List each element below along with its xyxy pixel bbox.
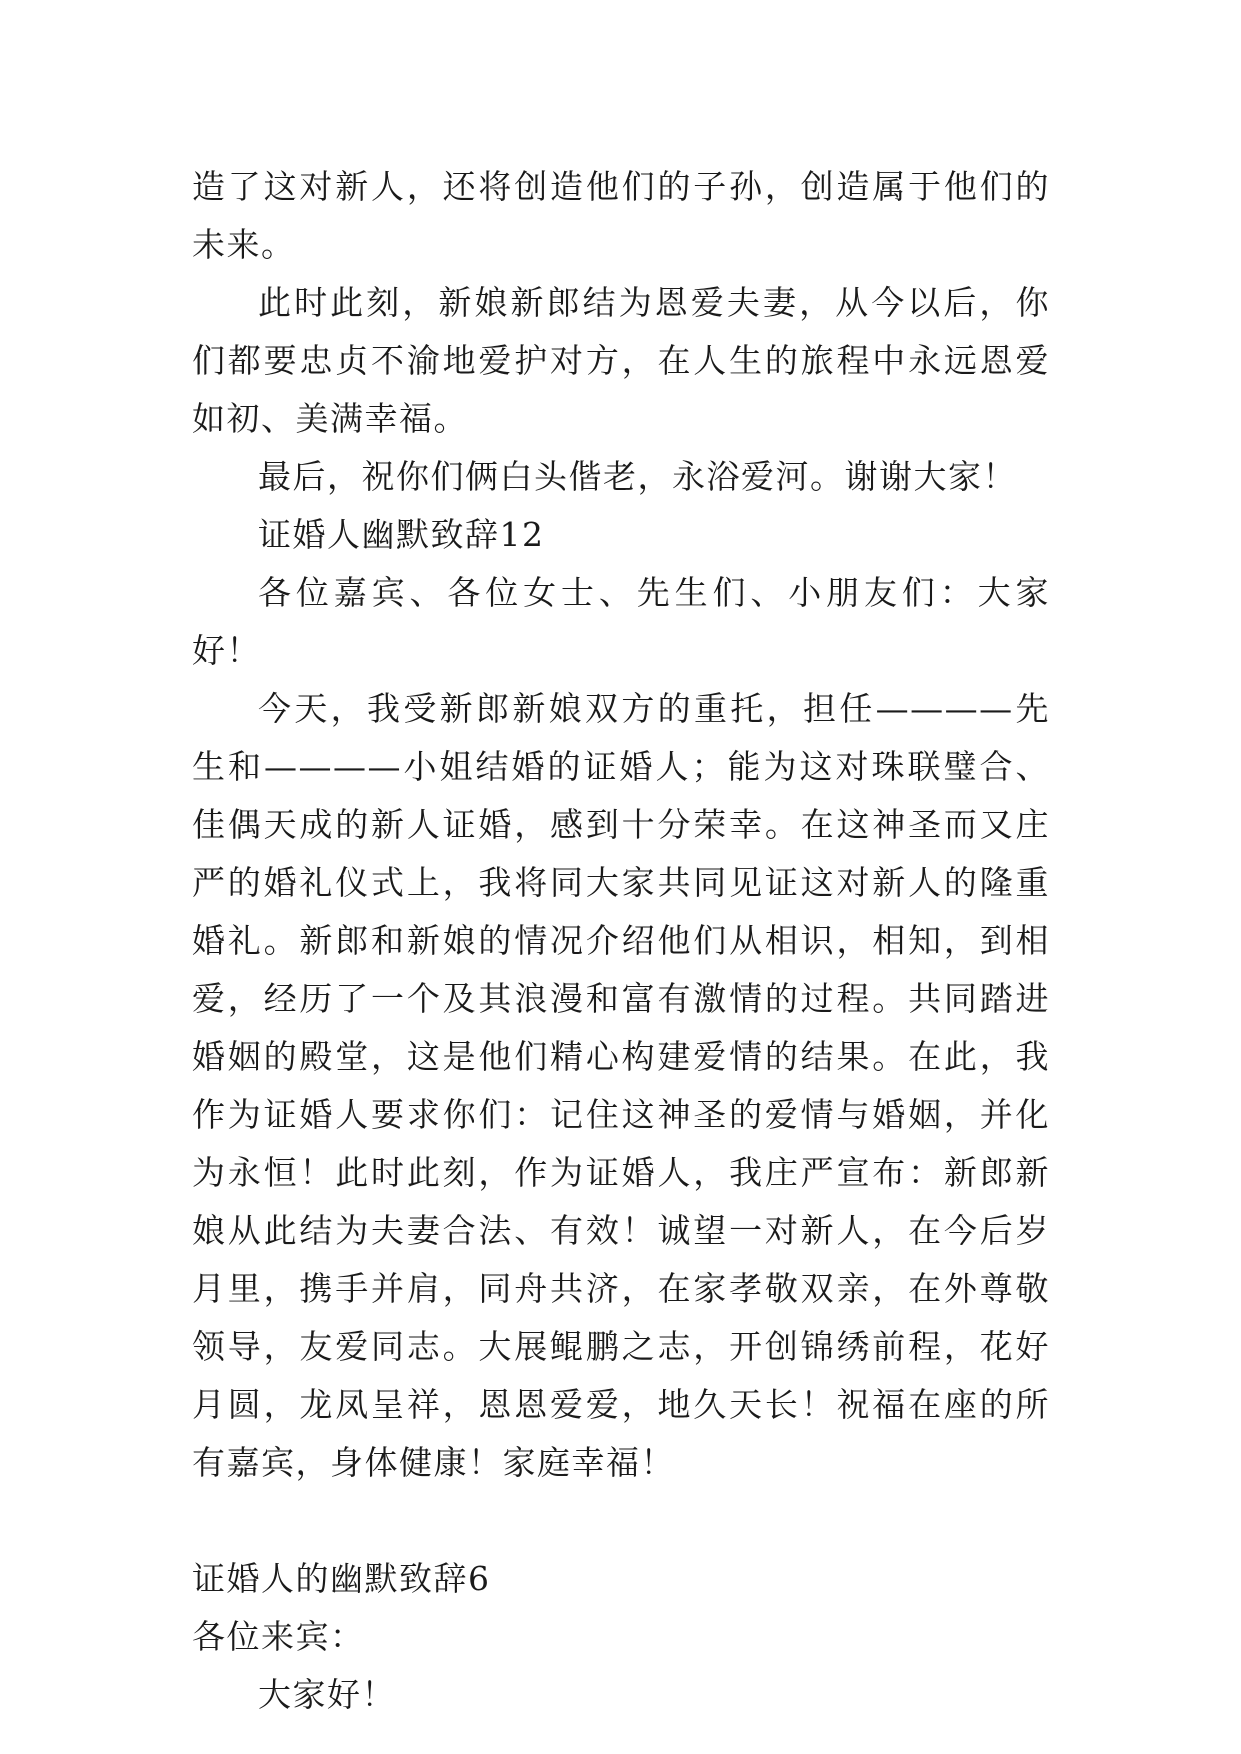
- section-heading-6: 证婚人的幽默致辞6: [192, 1559, 491, 1598]
- paragraph-vows: 此时此刻，新娘新郎结为恩爱夫妻，从今以后，你们都要忠贞不渝地爱护对方，在人生的旅程中永远恩爱如初、美满幸福。: [192, 283, 1050, 438]
- section-heading-12: 证婚人幽默致辞12: [258, 515, 545, 554]
- paragraph-hello: 大家好！: [258, 1675, 396, 1714]
- paragraph-main-speech: 今天，我受新郎新娘双方的重托，担任————先生和————小姐结婚的证婚人；能为这对珠联璧合、佳偶天成的新人证婚，感到十分荣幸。在这神圣而又庄严的婚礼仪式上，我将同大家共同见证这对新人的隆重婚礼。新郎和新娘的情况介绍他们从相识，相知，到相爱，经历了一个及其浪漫和富有激情的过程。共同踏进婚姻的殿堂，这是他们精心构建爱情的结果。在此，我作为证婚人要求你们：记住这神圣的爱情与婚姻，并化为永恒！此时此刻，作为证婚人，我庄严宣布：新郎新娘从此结为夫妻合法、有效！诚望一对新人，在今后岁月里，携手并肩，同舟共济，在家孝敬双亲，在外尊敬领导，友爱同志。大展鲲鹏之志，开创锦绣前程，花好月圆，龙凤呈祥，恩恩爱爱，地久天长！祝福在座的所有嘉宾，身体健康！家庭幸福！: [192, 689, 1050, 1482]
- section-spacer: [192, 1492, 1050, 1550]
- document-body: [192, 158, 1050, 1724]
- paragraph-greeting: 各位嘉宾、各位女士、先生们、小朋友们：大家好！: [192, 573, 1050, 670]
- paragraph-salutation: 各位来宾：: [192, 1617, 365, 1656]
- paragraph-continuation: 造了这对新人，还将创造他们的子孙，创造属于他们的未来。: [192, 167, 1050, 264]
- paragraph-closing-blessing: 最后，祝你们俩白头偕老，永浴爱河。谢谢大家！: [258, 457, 1017, 496]
